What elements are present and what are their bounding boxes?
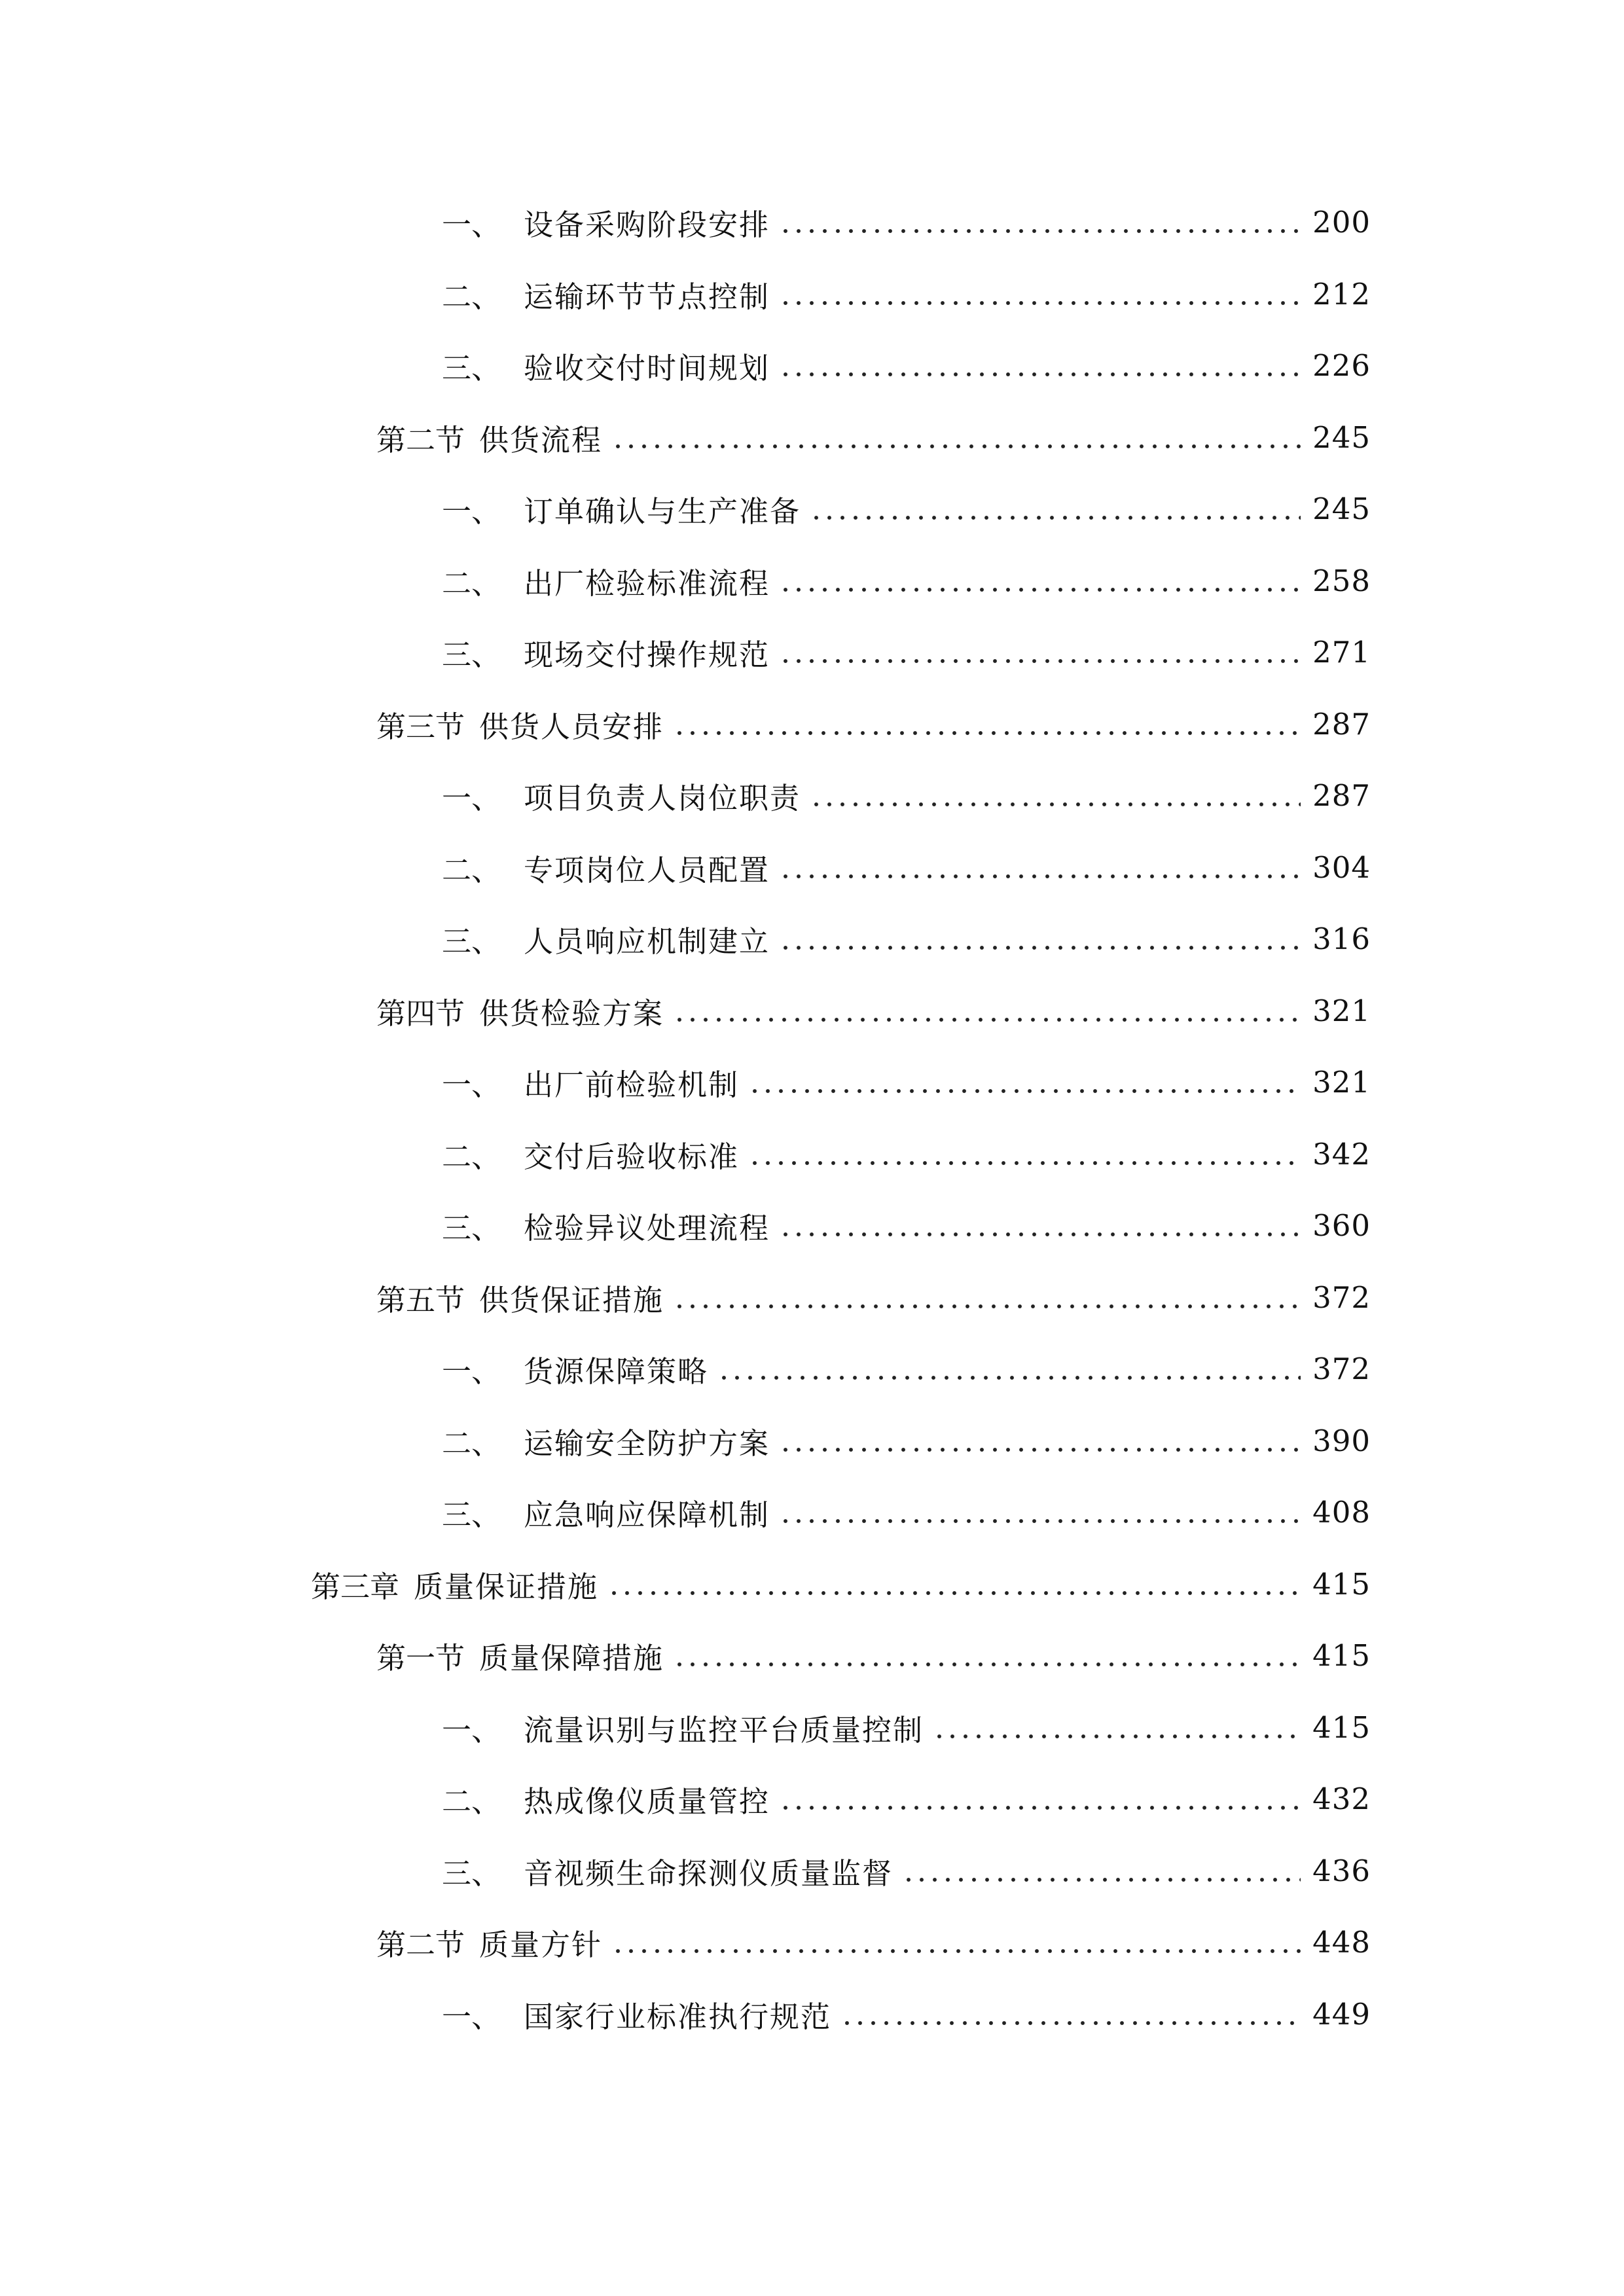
toc-entry-page-number: 245 [1312, 420, 1371, 455]
toc-entry-page-number: 342 [1312, 1136, 1371, 1172]
table-of-contents [0, 187, 1624, 2050]
toc-entry[interactable] [0, 1763, 1624, 1835]
toc-entry-page-number: 415 [1312, 1638, 1371, 1674]
toc-dot-leader [673, 709, 1301, 739]
toc-entry-page-number: 200 [1312, 205, 1371, 240]
toc-dot-leader [779, 637, 1301, 667]
toc-entry-title: 流量识别与监控平台质量控制 [524, 1712, 924, 1748]
toc-entry-number: 一、 [442, 781, 501, 816]
toc-dot-leader [902, 1856, 1301, 1886]
toc-entry[interactable] [0, 1262, 1624, 1334]
toc-entry-page-number: 287 [1312, 706, 1371, 742]
toc-entry-number: 三、 [442, 924, 501, 960]
toc-entry-number: 第四节 [376, 996, 465, 1031]
toc-entry-page-number: 245 [1312, 492, 1371, 527]
toc-entry-page-number: 304 [1312, 850, 1371, 885]
toc-entry-number: 第三节 [376, 709, 465, 744]
toc-entry[interactable] [0, 330, 1624, 402]
toc-entry-page-number: 436 [1312, 1853, 1371, 1888]
toc-dot-leader [840, 2000, 1301, 2029]
toc-entry-title: 供货人员安排 [479, 709, 664, 744]
toc-entry-title: 设备采购阶段安排 [524, 207, 770, 243]
toc-dot-leader [611, 1928, 1301, 1957]
toc-entry[interactable] [0, 1190, 1624, 1262]
toc-entry-title: 交付后验收标准 [524, 1139, 740, 1174]
toc-entry-title: 出厂前检验机制 [524, 1067, 740, 1103]
toc-entry-number: 二、 [442, 852, 501, 888]
toc-entry-title: 货源保障策略 [524, 1354, 709, 1390]
toc-dot-leader [779, 351, 1301, 380]
toc-dot-leader [779, 1784, 1301, 1814]
toc-dot-leader [748, 1067, 1301, 1097]
toc-entry[interactable] [0, 1979, 1624, 2051]
toc-entry-page-number: 448 [1312, 1925, 1371, 1960]
toc-dot-leader [673, 1641, 1301, 1670]
toc-entry-number: 二、 [442, 279, 501, 314]
toc-dot-leader [607, 1570, 1301, 1599]
toc-entry[interactable] [0, 689, 1624, 761]
toc-entry-page-number: 316 [1312, 922, 1371, 957]
toc-entry-number: 第五节 [376, 1282, 465, 1318]
toc-entry[interactable] [0, 1477, 1624, 1549]
toc-entry[interactable] [0, 473, 1624, 545]
toc-dot-leader [779, 924, 1301, 954]
toc-dot-leader [810, 494, 1301, 524]
toc-entry-title: 现场交付操作规范 [524, 637, 770, 673]
toc-entry-number: 三、 [442, 1856, 501, 1891]
toc-entry-title: 供货保证措施 [479, 1282, 664, 1318]
toc-dot-leader [717, 1354, 1301, 1384]
toc-entry-page-number: 415 [1312, 1566, 1371, 1602]
toc-dot-leader [779, 207, 1301, 237]
toc-entry[interactable] [0, 402, 1624, 474]
toc-entry-number: 三、 [442, 637, 501, 673]
toc-entry-page-number: 449 [1312, 1996, 1371, 2032]
toc-entry-number: 一、 [442, 207, 501, 243]
toc-entry-number: 第一节 [376, 1641, 465, 1676]
toc-entry-title: 运输环节节点控制 [524, 279, 770, 314]
toc-entry[interactable] [0, 1405, 1624, 1477]
toc-dot-leader [748, 1139, 1301, 1169]
toc-dot-leader [933, 1713, 1301, 1742]
toc-entry-page-number: 271 [1312, 635, 1371, 670]
toc-entry[interactable] [0, 975, 1624, 1047]
toc-entry-page-number: 360 [1312, 1208, 1371, 1244]
toc-entry-number: 三、 [442, 1498, 501, 1533]
toc-dot-leader [810, 781, 1301, 810]
toc-entry-title: 订单确认与生产准备 [524, 494, 801, 529]
toc-entry-number: 三、 [442, 351, 501, 386]
toc-entry[interactable] [0, 1620, 1624, 1692]
toc-entry-page-number: 415 [1312, 1710, 1371, 1745]
toc-entry[interactable] [0, 187, 1624, 259]
toc-entry[interactable] [0, 1119, 1624, 1191]
toc-entry-number: 第二节 [376, 1928, 465, 1963]
toc-entry[interactable] [0, 760, 1624, 832]
toc-dot-leader [673, 1283, 1301, 1312]
toc-entry-number: 一、 [442, 1354, 501, 1390]
toc-entry[interactable] [0, 259, 1624, 331]
toc-entry-number: 二、 [442, 1426, 501, 1461]
toc-entry-title: 运输安全防护方案 [524, 1426, 770, 1461]
toc-entry[interactable] [0, 1907, 1624, 1979]
toc-dot-leader [779, 1426, 1301, 1456]
toc-entry-page-number: 321 [1312, 1065, 1371, 1100]
toc-dot-leader [779, 566, 1301, 596]
toc-entry-title: 质量保障措施 [479, 1641, 664, 1676]
toc-entry-number: 一、 [442, 494, 501, 529]
toc-entry-title: 质量方针 [479, 1928, 603, 1963]
toc-entry-title: 专项岗位人员配置 [524, 852, 770, 888]
toc-entry-page-number: 390 [1312, 1423, 1371, 1458]
toc-entry-page-number: 321 [1312, 993, 1371, 1028]
toc-entry-title: 供货流程 [479, 422, 603, 457]
toc-entry-number: 第二节 [376, 422, 465, 457]
toc-entry-title: 应急响应保障机制 [524, 1498, 770, 1533]
toc-entry[interactable] [0, 545, 1624, 617]
toc-entry-title: 项目负责人岗位职责 [524, 781, 801, 816]
toc-entry-number: 三、 [442, 1211, 501, 1246]
toc-entry[interactable] [0, 832, 1624, 904]
toc-entry[interactable] [0, 1047, 1624, 1119]
toc-entry-page-number: 372 [1312, 1352, 1371, 1387]
toc-entry[interactable] [0, 903, 1624, 975]
toc-entry[interactable] [0, 1549, 1624, 1621]
toc-entry-title: 供货检验方案 [479, 996, 664, 1031]
toc-entry[interactable] [0, 1835, 1624, 1907]
toc-dot-leader [779, 1211, 1301, 1240]
toc-entry-title: 出厂检验标准流程 [524, 565, 770, 601]
toc-entry-title: 音视频生命探测仪质量监督 [524, 1856, 893, 1891]
toc-entry-number: 二、 [442, 1139, 501, 1174]
toc-entry-title: 人员响应机制建立 [524, 924, 770, 960]
toc-entry-number: 一、 [442, 1712, 501, 1748]
toc-entry[interactable] [0, 1692, 1624, 1764]
toc-entry[interactable] [0, 1333, 1624, 1405]
toc-entry-page-number: 372 [1312, 1280, 1371, 1315]
toc-dot-leader [779, 1498, 1301, 1527]
toc-entry-page-number: 408 [1312, 1495, 1371, 1530]
toc-entry-page-number: 258 [1312, 563, 1371, 598]
toc-entry-title: 热成像仪质量管控 [524, 1784, 770, 1820]
toc-dot-leader [673, 996, 1301, 1026]
toc-dot-leader [779, 279, 1301, 309]
toc-entry[interactable] [0, 617, 1624, 689]
toc-entry-number: 二、 [442, 565, 501, 601]
toc-entry-title: 国家行业标准执行规范 [524, 1999, 832, 2034]
toc-entry-title: 检验异议处理流程 [524, 1211, 770, 1246]
toc-entry-page-number: 432 [1312, 1782, 1371, 1817]
toc-entry-page-number: 212 [1312, 276, 1371, 312]
toc-entry-number: 一、 [442, 1999, 501, 2034]
toc-entry-number: 一、 [442, 1067, 501, 1103]
toc-entry-page-number: 226 [1312, 348, 1371, 384]
toc-dot-leader [611, 423, 1301, 452]
toc-entry-number: 第三章 [311, 1569, 400, 1604]
toc-entry-title: 验收交付时间规划 [524, 351, 770, 386]
toc-entry-title: 质量保证措施 [414, 1569, 599, 1604]
toc-entry-page-number: 287 [1312, 778, 1371, 814]
toc-entry-number: 二、 [442, 1784, 501, 1820]
toc-dot-leader [779, 853, 1301, 882]
